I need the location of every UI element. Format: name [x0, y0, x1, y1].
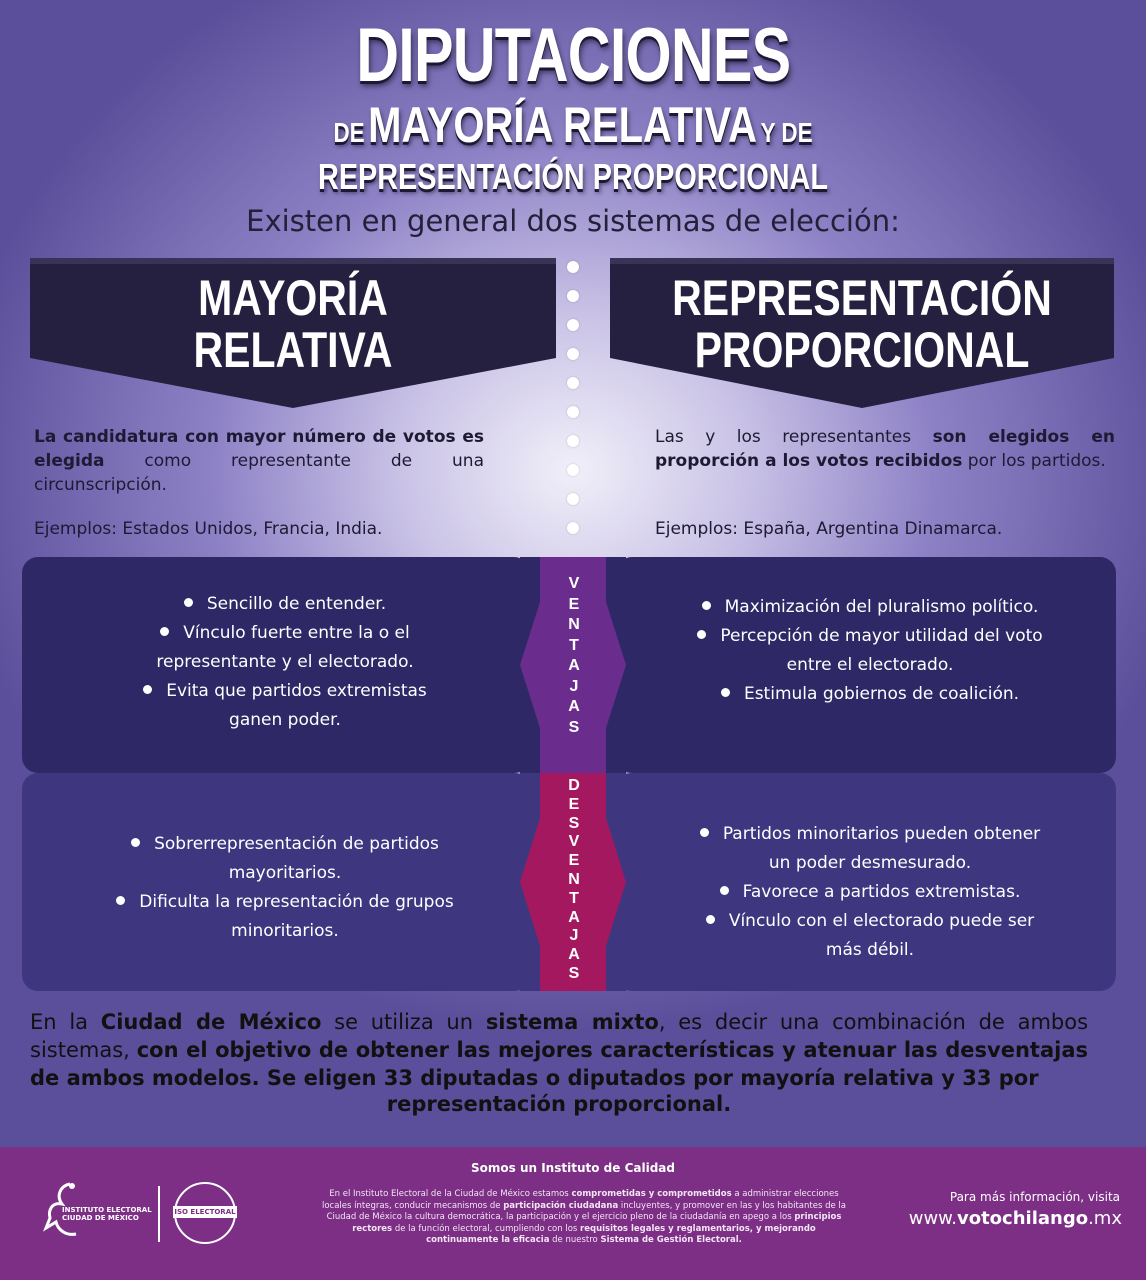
footer-text: En el Instituto Electoral de la Ciudad de México estamos: [329, 1189, 572, 1199]
url-bold: votochilango: [956, 1208, 1089, 1229]
footer-url-link[interactable]: [860, 1208, 1122, 1229]
item-text: Vínculo con el electorado puede ser: [728, 911, 1035, 931]
label-letter: J: [569, 677, 579, 695]
footer-text: de nuestro: [549, 1235, 601, 1245]
url-pre: www.: [908, 1208, 957, 1229]
separator-dot: [567, 522, 579, 534]
separator-dot: [567, 406, 579, 418]
banner-line-2: RELATIVA: [193, 322, 393, 378]
label-letter: A: [568, 698, 580, 715]
separator-dot: [567, 261, 579, 273]
label-letter: E: [568, 595, 580, 613]
list-item: [60, 830, 510, 859]
list-item: [60, 619, 510, 648]
description-rest: como representante de una circunscripción.: [34, 451, 484, 495]
label-letter: E: [568, 795, 580, 813]
item-text: Favorece a partidos extremistas.: [742, 882, 1021, 902]
banner-representacion-proporcional: [610, 258, 1114, 408]
bullet-icon: [697, 630, 706, 639]
footer-text: de la función electoral, cumpliendo con los: [392, 1223, 581, 1234]
ventajas-right-list: [640, 593, 1100, 709]
separator-dot: [567, 435, 579, 447]
examples-representacion: Ejemplos: España, Argentina Dinamarca.: [655, 519, 1003, 539]
list-item: [640, 878, 1100, 907]
subtitle: Existen en general dos sistemas de elección:: [246, 204, 900, 238]
conclusion-text: , es decir una combinación de ambos sistemas,: [30, 1010, 1089, 1062]
description-pre: Las y los representantes: [655, 427, 933, 447]
list-item: [60, 590, 510, 619]
label-letter: V: [568, 833, 580, 851]
list-item-continuation: representante y el electorado.: [156, 652, 414, 672]
label-letter: T: [569, 889, 579, 907]
banner-line-1: MAYORÍA: [198, 270, 388, 326]
conclusion-text: En la: [30, 1010, 101, 1034]
footer-text: a administrar elecciones locales íntegras, conducir mecanismos de: [321, 1189, 839, 1211]
footer-bold: principios rectores: [352, 1212, 842, 1234]
footer-bold: comprometidas y comprometidos: [571, 1189, 732, 1199]
label-letter: N: [568, 870, 580, 888]
item-text: Maximización del pluralismo político.: [724, 597, 1039, 617]
logo-divider: [158, 1186, 160, 1242]
banner-text: [77, 272, 508, 376]
item-text: Percepción de mayor utilidad del voto: [720, 626, 1043, 646]
list-item-continuation: minoritarios.: [231, 921, 339, 941]
bullet-icon: [160, 627, 169, 636]
ventajas-label: [554, 574, 594, 738]
list-item: [640, 680, 1100, 709]
label-letter: A: [568, 908, 580, 926]
separator-dot: [567, 290, 579, 302]
bullet-icon: [700, 828, 709, 837]
banner-mayoria-relativa: [30, 258, 556, 408]
list-item: [60, 888, 510, 917]
url-post: .mx: [1088, 1208, 1122, 1229]
list-item-continuation: mayoritarios.: [228, 863, 342, 883]
logo-line-2: CIUDAD DE MÉXICO: [62, 1214, 139, 1222]
ventajas-left-list: [60, 590, 510, 735]
separator-dot: [567, 464, 579, 476]
page-title: [0, 13, 1146, 198]
banner-line-1: REPRESENTACIÓN: [672, 270, 1052, 326]
conclusion-text: se utiliza un: [321, 1010, 486, 1034]
conclusion-bold: con el objetivo de obtener las mejores características y atenuar las desventajas de ambos modelos. Se eligen 33 diputadas o diputados por mayoría relativa y 33 por: [30, 1038, 1088, 1090]
banner-line-2: PROPORCIONAL: [694, 322, 1030, 378]
separator-dot: [567, 493, 579, 505]
title-line-2-pre: DE: [333, 117, 365, 148]
item-text: Partidos minoritarios pueden obtener: [722, 824, 1041, 844]
list-item: [640, 820, 1100, 849]
description-mayoria: [34, 425, 484, 497]
item-text: Estimula gobiernos de coalición.: [743, 684, 1020, 704]
conclusion-bold: Ciudad de México: [100, 1010, 322, 1034]
footer-body: [318, 1189, 850, 1247]
iecm-logo-text: [62, 1206, 152, 1222]
list-item: [640, 907, 1100, 936]
label-letter: N: [568, 616, 580, 633]
title-line-2: [115, 96, 1032, 154]
conclusion-last-line: representación proporcional.: [386, 1092, 732, 1116]
label-letter: V: [568, 575, 580, 592]
label-letter: A: [568, 946, 580, 964]
separator-dot: [567, 319, 579, 331]
item-text: Evita que partidos extremistas: [166, 681, 427, 701]
item-text: Dificulta la representación de grupos: [139, 892, 454, 912]
label-letter: S: [568, 718, 580, 736]
bullet-icon: [720, 886, 729, 895]
title-line-2-post: Y DE: [760, 117, 813, 148]
list-item: [60, 677, 510, 706]
label-letter: T: [569, 636, 579, 654]
description-rest: por los partidos.: [962, 451, 1106, 471]
label-letter: E: [568, 852, 580, 870]
label-letter: D: [568, 777, 580, 794]
bullet-icon: [702, 601, 711, 610]
bullet-icon: [143, 685, 152, 694]
list-item: [640, 622, 1100, 651]
desventajas-left-list: [60, 830, 510, 946]
title-line-2-main: MAYORÍA RELATIVA: [368, 97, 758, 153]
label-letter: A: [568, 657, 580, 674]
list-item-continuation: un poder desmesurado.: [768, 853, 972, 873]
label-letter: J: [569, 927, 579, 945]
footer-bold: participación ciudadana: [503, 1200, 619, 1211]
list-item: [640, 593, 1100, 622]
footer-text: incluyentes, y promover en las y los habitantes de la Ciudad de México la cultura democrática, la participación y el ejercicio pleno de la ciudadanía en apego a los: [326, 1200, 846, 1222]
list-item-continuation: entre el electorado.: [786, 655, 954, 675]
bullet-icon: [706, 915, 715, 924]
desventajas-label: [554, 777, 594, 984]
separator-dot: [567, 377, 579, 389]
title-line-1: DIPUTACIONES: [355, 13, 791, 98]
conclusion-bold: sistema mixto: [485, 1010, 659, 1034]
item-text: Sencillo de entender.: [206, 594, 387, 614]
item-text: Vínculo fuerte entre la o el: [183, 623, 410, 643]
footer-bold: Sistema de Gestión Electoral.: [600, 1235, 742, 1245]
bullet-icon: [721, 688, 730, 697]
bullet-icon: [131, 838, 140, 847]
separator-dot: [567, 348, 579, 360]
title-line-3: REPRESENTACIÓN PROPORCIONAL: [318, 156, 828, 197]
description-bold: son elegidos en proporción a los votos recibidos: [655, 427, 1115, 471]
item-text: Sobrerrepresentación de partidos: [154, 834, 439, 854]
bullet-icon: [116, 896, 125, 905]
bullet-icon: [184, 598, 193, 607]
list-item-continuation: más débil.: [825, 940, 915, 960]
footer-title: Somos un Instituto de Calidad: [471, 1161, 675, 1175]
examples-mayoria: Ejemplos: Estados Unidos, Francia, India.: [34, 519, 383, 539]
list-item-continuation: ganen poder.: [229, 710, 341, 730]
label-letter: S: [568, 814, 580, 832]
footer-more-info: Para más información, visita: [949, 1190, 1120, 1204]
description-representacion: [655, 425, 1115, 473]
label-letter: S: [568, 964, 580, 982]
footer-bold: requisitos legales y reglamentarios, y mejorando continuamente la eficacia: [426, 1223, 816, 1245]
logo-line-1: INSTITUTO ELECTORAL: [62, 1206, 152, 1214]
iso-seal-label: ISO ELECTORAL: [174, 1208, 236, 1216]
desventajas-right-list: [640, 820, 1100, 965]
banner-text: [655, 272, 1068, 376]
description-bold: La candidatura con mayor número de votos es elegida: [34, 427, 484, 471]
conclusion-paragraph: [30, 1008, 1088, 1092]
